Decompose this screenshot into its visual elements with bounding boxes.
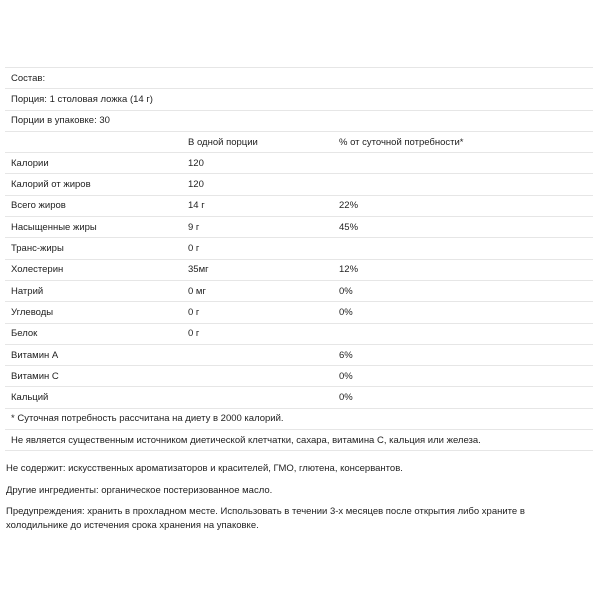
nutrient-daily-value: [333, 323, 593, 344]
nutrient-amount: 35мг: [182, 259, 333, 280]
nutrition-table: [5, 67, 593, 451]
nutrient-daily-value: 0%: [333, 280, 593, 301]
nutrient-amount: 120: [182, 153, 333, 174]
composition-row: [5, 68, 593, 89]
nutrient-name: Калории: [5, 153, 182, 174]
table-row: [5, 323, 593, 344]
nutrient-amount: 0 г: [182, 323, 333, 344]
not-significant-row: [5, 430, 593, 451]
column-header-blank: [5, 131, 182, 152]
table-row: [5, 174, 593, 195]
nutrient-amount: [182, 366, 333, 387]
serving-size-row: [5, 89, 593, 110]
nutrient-amount: [182, 387, 333, 408]
nutrient-name: Натрий: [5, 280, 182, 301]
servings-per-container: Порции в упаковке: 30: [5, 110, 593, 131]
nutrient-daily-value: 6%: [333, 344, 593, 365]
not-significant-note: Не является существенным источником диетической клетчатки, сахара, витамина С, кальция или железа.: [5, 430, 593, 451]
nutrient-daily-value: 0%: [333, 302, 593, 323]
nutrient-name: Белок: [5, 323, 182, 344]
nutrient-amount: 0 г: [182, 302, 333, 323]
table-row: [5, 302, 593, 323]
nutrient-name: Калорий от жиров: [5, 174, 182, 195]
nutrient-amount: 0 г: [182, 238, 333, 259]
table-row: [5, 344, 593, 365]
nutrient-daily-value: [333, 153, 593, 174]
column-header-daily-value: % от суточной потребности*: [333, 131, 593, 152]
footnote-row: [5, 408, 593, 429]
nutrient-name: Насыщенные жиры: [5, 217, 182, 238]
table-row: [5, 366, 593, 387]
nutrient-daily-value: [333, 174, 593, 195]
nutrient-name: Всего жиров: [5, 195, 182, 216]
nutrient-amount: 0 мг: [182, 280, 333, 301]
free-from-statement: Не содержит: искусственных ароматизаторов и красителей, ГМО, глютена, консервантов.: [6, 463, 403, 474]
nutrient-daily-value: 45%: [333, 217, 593, 238]
nutrient-amount: 14 г: [182, 195, 333, 216]
nutrient-name: Витамин А: [5, 344, 182, 365]
serving-size: Порция: 1 столовая ложка (14 г): [5, 89, 593, 110]
nutrient-amount: 120: [182, 174, 333, 195]
nutrient-name: Углеводы: [5, 302, 182, 323]
storage-warnings: Предупреждения: хранить в прохладном месте. Использовать в течении 3-х месяцев после открытия либо храните в холодильнике до истечения срока хранения на упаковке.: [6, 506, 525, 531]
table-row: [5, 280, 593, 301]
table-row: [5, 195, 593, 216]
nutrient-name: Холестерин: [5, 259, 182, 280]
nutrient-daily-value: [333, 238, 593, 259]
composition-label: Состав:: [5, 68, 593, 89]
nutrition-facts-panel: [5, 67, 593, 451]
table-row: [5, 387, 593, 408]
nutrient-name: Транс-жиры: [5, 238, 182, 259]
column-header-row: [5, 131, 593, 152]
other-ingredients: Другие ингредиенты: органическое постеризованное масло.: [6, 485, 273, 496]
nutrient-daily-value: 22%: [333, 195, 593, 216]
table-row: [5, 259, 593, 280]
daily-value-footnote: * Суточная потребность рассчитана на диету в 2000 калорий.: [5, 408, 593, 429]
nutrient-daily-value: 0%: [333, 366, 593, 387]
column-header-per-serving: В одной порции: [182, 131, 333, 152]
table-row: [5, 238, 593, 259]
table-row: [5, 217, 593, 238]
nutrient-name: Витамин С: [5, 366, 182, 387]
nutrient-name: Кальций: [5, 387, 182, 408]
nutrient-amount: 9 г: [182, 217, 333, 238]
nutrient-amount: [182, 344, 333, 365]
nutrient-daily-value: 0%: [333, 387, 593, 408]
servings-per-container-row: [5, 110, 593, 131]
nutrient-daily-value: 12%: [333, 259, 593, 280]
table-row: [5, 153, 593, 174]
